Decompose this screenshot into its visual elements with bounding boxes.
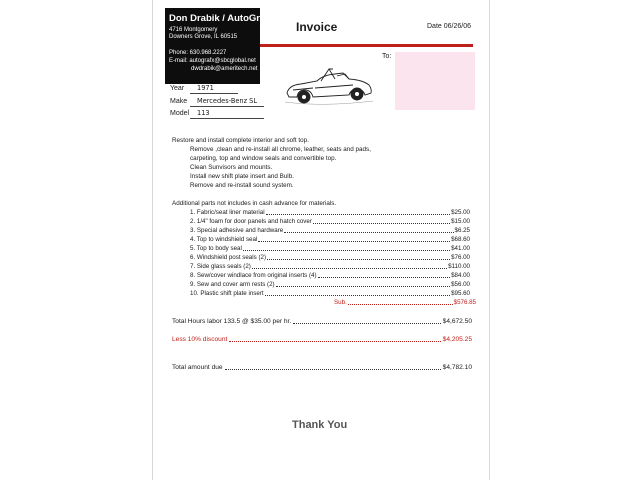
header-rule bbox=[260, 44, 473, 47]
labor-total-row bbox=[172, 317, 472, 326]
part-price: $41.00 bbox=[451, 245, 470, 252]
model-underline bbox=[190, 118, 264, 119]
part-price: $56.00 bbox=[451, 281, 470, 288]
address-line-1: 4716 Montgomery bbox=[169, 27, 218, 33]
leader-dots bbox=[284, 227, 453, 233]
part-desc: 10. Plastic shift plate insert bbox=[190, 290, 264, 297]
subtotal-row bbox=[334, 299, 476, 307]
address-line-2: Downers Grove, IL 60515 bbox=[169, 34, 238, 40]
part-price: $15.00 bbox=[451, 218, 470, 225]
year-value: 1971 bbox=[197, 84, 214, 92]
amount-due-value: $4,782.10 bbox=[442, 364, 472, 371]
model-label: Model bbox=[170, 110, 190, 117]
leader-dots bbox=[225, 363, 441, 370]
letterhead bbox=[165, 8, 281, 84]
amount-due-label: Total amount due bbox=[172, 364, 223, 371]
leader-dots bbox=[258, 236, 450, 242]
work-line: carpeting, top and window seals and convertible top. bbox=[190, 155, 337, 162]
part-row bbox=[190, 290, 470, 298]
to-label: To: bbox=[382, 53, 392, 60]
leader-dots bbox=[229, 335, 440, 342]
part-row bbox=[190, 272, 470, 280]
leader-dots bbox=[276, 281, 450, 287]
leader-dots bbox=[265, 290, 450, 296]
model-value: 113 bbox=[197, 109, 210, 117]
leader-dots bbox=[348, 299, 453, 305]
part-row bbox=[190, 209, 470, 217]
part-row bbox=[190, 227, 470, 235]
make-value: Mercedes-Benz SL bbox=[197, 97, 257, 105]
part-desc: 9. Sew and cover arm rests (2) bbox=[190, 281, 275, 288]
invoice-title: Invoice bbox=[296, 20, 338, 34]
work-line: Remove ,clean and re-install all chrome, leather, seats and pads, bbox=[190, 146, 371, 153]
part-row bbox=[190, 254, 470, 262]
leader-dots bbox=[318, 272, 451, 278]
year-label: Year bbox=[170, 85, 185, 92]
part-price: $95.60 bbox=[451, 290, 470, 297]
part-desc: 2. 1/4" foam for door panels and hatch cover bbox=[190, 218, 312, 225]
part-price: $84.00 bbox=[451, 272, 470, 279]
part-desc: 7. Side glass seals (2) bbox=[190, 263, 251, 270]
part-price: $76.00 bbox=[451, 254, 470, 261]
part-row bbox=[190, 263, 470, 271]
leader-dots bbox=[267, 254, 450, 260]
part-desc: 8. Sew/cover windlace from original inserts (4) bbox=[190, 272, 317, 279]
phone: Phone: 630.968.2227 bbox=[169, 50, 227, 56]
leader-dots bbox=[243, 245, 450, 251]
subtotal-value: $576.85 bbox=[453, 299, 476, 306]
part-desc: 1. Fabric/seat liner material bbox=[190, 209, 265, 216]
make-label: Make bbox=[170, 98, 188, 105]
labor-label: Total Hours labor 133.5 @ $35.00 per hr. bbox=[172, 318, 292, 325]
leader-dots bbox=[293, 317, 440, 324]
email-2: dwdrabik@ameritech.net bbox=[191, 66, 258, 72]
work-heading: Restore and install complete interior and soft top. bbox=[172, 137, 309, 144]
part-row bbox=[190, 245, 470, 253]
work-line: Remove and re-install sound system. bbox=[190, 182, 294, 189]
thank-you: Thank You bbox=[292, 419, 348, 431]
labor-value: $4,672.50 bbox=[442, 318, 472, 325]
recipient-box bbox=[395, 52, 475, 110]
part-row bbox=[190, 281, 470, 289]
part-price: $68.60 bbox=[451, 236, 470, 243]
part-desc: 6. Windshield post seals (2) bbox=[190, 254, 267, 261]
part-desc: 5. Top to body seal bbox=[190, 245, 242, 252]
email-1: E-mail: autografx@sbcglobal.net bbox=[169, 58, 256, 64]
part-price: $110.00 bbox=[448, 263, 470, 270]
leader-dots bbox=[313, 218, 450, 224]
discount-value: $4,205.25 bbox=[442, 336, 472, 343]
subtotal-label: Sub. bbox=[334, 299, 347, 306]
part-desc: 3. Special adhesive and hardware bbox=[190, 227, 284, 234]
company-name: Don Drabik / AutoGrafx® bbox=[169, 13, 281, 24]
parts-heading: Additional parts not includes in cash advance for materials. bbox=[172, 200, 337, 207]
leader-dots bbox=[252, 263, 447, 269]
work-line: Install new shift plate insert and Bulb. bbox=[190, 173, 294, 180]
invoice-date: Date 06/26/06 bbox=[427, 23, 471, 30]
car-illustration-icon bbox=[283, 57, 375, 112]
year-underline bbox=[190, 93, 238, 94]
part-row bbox=[190, 218, 470, 226]
part-price: $25.00 bbox=[451, 209, 470, 216]
work-line: Clean Sunvisors and mounts. bbox=[190, 164, 273, 171]
part-row bbox=[190, 236, 470, 244]
leader-dots bbox=[266, 209, 450, 215]
part-desc: 4. Top to windshield seal bbox=[190, 236, 258, 243]
part-price: $6.25 bbox=[454, 227, 470, 234]
discount-label: Less 10% discount bbox=[172, 336, 228, 343]
make-underline bbox=[190, 106, 264, 107]
discount-row bbox=[172, 335, 472, 344]
amount-due-row bbox=[172, 363, 472, 372]
